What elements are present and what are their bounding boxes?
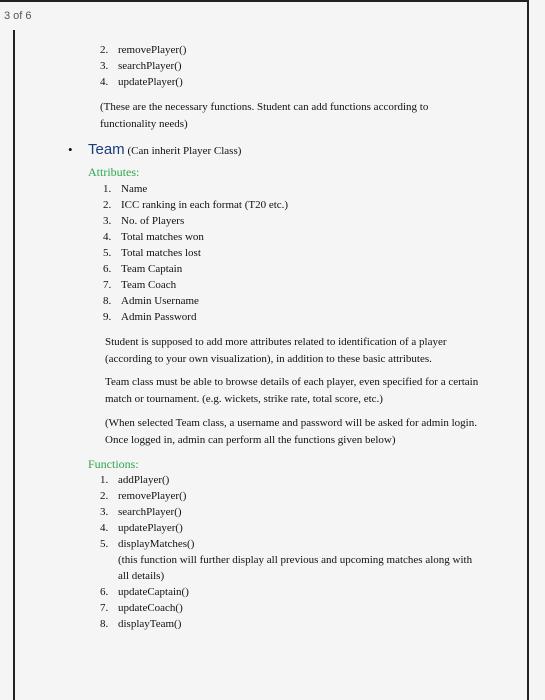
list-item-text: removePlayer() — [118, 490, 187, 502]
list-item-number: 6. — [100, 586, 109, 598]
list-item-text: ICC ranking in each format (T20 etc.) — [121, 199, 289, 211]
list-item — [100, 488, 485, 504]
list-item-text: searchPlayer() — [118, 506, 182, 518]
list-item — [103, 197, 288, 213]
list-item-number: 5. — [103, 247, 112, 259]
list-item-text: updatePlayer() — [118, 76, 183, 88]
list-item-number: 1. — [100, 474, 109, 486]
attributes-list — [103, 181, 288, 325]
list-item — [103, 293, 288, 309]
list-item — [103, 229, 288, 245]
frame-right-border — [527, 0, 529, 700]
team-heading — [68, 142, 241, 159]
top-functions-list — [100, 42, 186, 90]
list-item-text: Admin Password — [121, 311, 197, 323]
list-item-text: removePlayer() — [118, 44, 187, 56]
list-item-number: 4. — [103, 231, 112, 243]
list-item — [100, 42, 186, 58]
list-item — [100, 584, 485, 600]
list-item-text: Name — [121, 183, 148, 195]
list-item — [100, 74, 186, 90]
frame-left-border — [13, 30, 15, 700]
list-item — [103, 245, 288, 261]
list-item-text: updateCoach() — [118, 602, 183, 614]
team-inherit-note: (Can inherit Player Class) — [127, 145, 242, 157]
list-item-number: 2. — [103, 199, 112, 211]
list-item-text: addPlayer() — [118, 474, 170, 486]
list-item-text: searchPlayer() — [118, 60, 182, 72]
list-item-text: displayMatches() — [118, 538, 195, 550]
list-item-text: Total matches lost — [121, 247, 201, 259]
list-item — [103, 277, 288, 293]
attributes-label: Attributes: — [88, 165, 140, 179]
list-item-number: 1. — [103, 183, 112, 195]
list-item-number: 3. — [100, 60, 109, 72]
list-item — [100, 600, 485, 616]
functions-label: Functions: — [88, 457, 139, 471]
list-item-number: 2. — [100, 44, 109, 56]
paragraph-browse-details: Team class must be able to browse details of each player, even specified for a certain match or tournament. (e.g. wickets, strike rate, total score, etc.) — [105, 376, 479, 405]
display-matches-note: (this function will further display all previous and upcoming matches along with all details) — [118, 554, 473, 582]
list-item-text: Total matches won — [121, 231, 204, 243]
list-item — [103, 261, 288, 277]
frame-top-border — [0, 0, 529, 2]
team-title: Team — [88, 141, 125, 158]
list-item-text: Admin Username — [121, 295, 199, 307]
list-item-number: 3. — [100, 506, 109, 518]
list-item-text: Team Captain — [121, 263, 183, 275]
list-item-number: 7. — [103, 279, 112, 291]
list-item-number: 3. — [103, 215, 112, 227]
list-item-text: Team Coach — [121, 279, 177, 291]
list-item-number: 9. — [103, 311, 112, 323]
list-item — [100, 58, 186, 74]
list-item-number: 5. — [100, 538, 109, 550]
list-item-number: 4. — [100, 76, 109, 88]
list-item — [100, 504, 485, 520]
list-item — [100, 536, 485, 584]
list-item-number: 8. — [100, 618, 109, 630]
bullet-icon: • — [68, 142, 73, 157]
paragraph-attributes-note: Student is supposed to add more attributes related to identification of a player (according to your own visualization), in addition to these basic attributes. — [105, 336, 447, 365]
list-item-text: displayTeam() — [118, 618, 182, 630]
list-item-text: No. of Players — [121, 215, 185, 227]
list-item — [100, 616, 485, 632]
paragraph-admin-login: (When selected Team class, a username and password will be asked for admin login. Once logged in, admin can perform all the functions given below) — [105, 417, 477, 446]
list-item-number: 2. — [100, 490, 109, 502]
list-item — [100, 520, 485, 536]
list-item — [100, 472, 485, 488]
list-item-number: 6. — [103, 263, 112, 275]
functions-list — [100, 472, 485, 632]
page-indicator: 3 of 6 — [4, 10, 32, 22]
list-item-number: 7. — [100, 602, 109, 614]
list-item-text: updateCaptain() — [118, 586, 189, 598]
list-item — [103, 309, 288, 325]
list-item — [103, 213, 288, 229]
top-note: (These are the necessary functions. Student can add functions according to functionality needs) — [100, 101, 429, 130]
list-item — [103, 181, 288, 197]
list-item-text: updatePlayer() — [118, 522, 183, 534]
list-item-number: 4. — [100, 522, 109, 534]
list-item-number: 8. — [103, 295, 112, 307]
